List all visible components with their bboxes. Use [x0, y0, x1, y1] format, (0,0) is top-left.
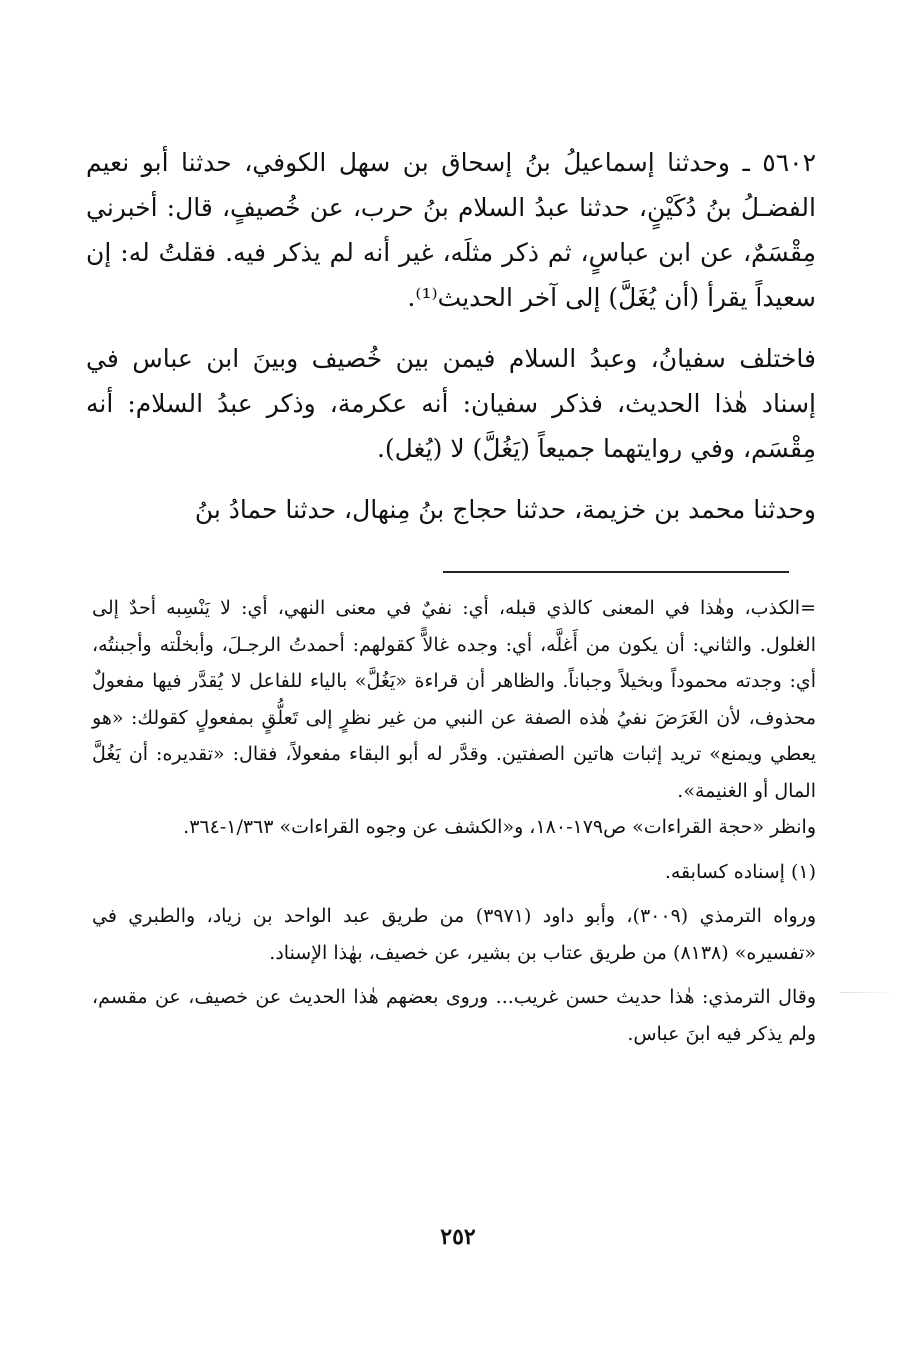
commentary-paragraph: فاختلف سفيانُ، وعبدُ السلام فيمن بين خُصيف وبينَ ابن عباس في إسناد هٰذا الحديث، فذكر سفيان: أنه عكرمة، وذكر عبدُ السلام: أنه مِقْسَم، وفي روايتهما جميعاً (يَغُلَّ) لا (يُغل).	[86, 344, 816, 463]
footnote-continuation: =الكذب، وهٰذا في المعنى كالذي قبله، أي: نفيٌ في معنى النهي، أي: لا يَنْسِبه أحدٌ إلى الغلول. والثاني: أن يكون من أَغلَّه، أي: وجده غالاًّ كقولهم: أحمدتُ الرجـلَ، وأبخلْته وأجبنتُه، أي: وجدته محموداً وبخيلاً وجباناً. والظاهر أن قراءة «يَغُلَّ» بالياء للفاعل لا يُقدَّر فيها مفعولٌ محذوف، لأن الغَرَضَ نفيُ هٰذه الصفة عن النبي من غير نظرٍ إلى تَعلُّقٍ بمفعولٍ كقولك: «هو يعطي ويمنع» تريد إثبات هاتين الصفتين. وقدَّر له أبو البقاء مفعولاً، فقال: «تقديره: أن يَغُلَّ المال أو الغنيمة».	[92, 597, 816, 802]
hadith-paragraph: وحدثنا محمد بن خزيمة، حدثنا حجاج بنُ مِنهال، حدثنا حمادُ بنُ	[194, 495, 816, 524]
page-number: ٢٥٢	[440, 1224, 476, 1250]
main-text	[86, 140, 816, 548]
footnotes	[92, 590, 816, 1060]
footnote-1-sources: ورواه الترمذي (٣٠٠٩)، وأبو داود (٣٩٧١) من طريق عبد الواحد بن زياد، والطبري في «تفسيره» (٨١٣٨) من طريق عتاب بن بشير، عن خصيف، بهٰذا الإسناد.	[92, 905, 817, 964]
footnote-1-tirmidhi: وقال الترمذي: هٰذا حديث حسن غريب... وروى بعضهم هٰذا الحديث عن خصيف، عن مقسم، ولم يذكر فيه ابنَ عباس.	[92, 986, 816, 1045]
scan-mark	[840, 992, 900, 993]
footnote-reference: وانظر «حجة القراءات» ص١٧٩-١٨٠، و«الكشف عن وجوه القراءات» ١/٣٦٣-٣٦٤.	[183, 816, 816, 838]
footnote-1: (١) إسناده كسابقه.	[664, 860, 816, 883]
footnote-separator	[443, 571, 789, 573]
hadith-paragraph: ٥٦٠٢ ـ وحدثنا إسماعيلُ بنُ إسحاق بن سهل الكوفي، حدثنا أبو نعيم الفضـلُ بنُ دُكَيْنٍ، حدثنا عبدُ السلام بنُ حرب، عن خُصيفٍ، قال: أخبرني مِقْسَمٌ، عن ابن عباسٍ، ثم ذكر مثلَه، غير أنه لم يذكر فيه. فقلتُ له: إن سعيداً يقرأ (أن يُغَلَّ) إلى آخر الحديث⁽¹⁾.	[86, 148, 816, 312]
